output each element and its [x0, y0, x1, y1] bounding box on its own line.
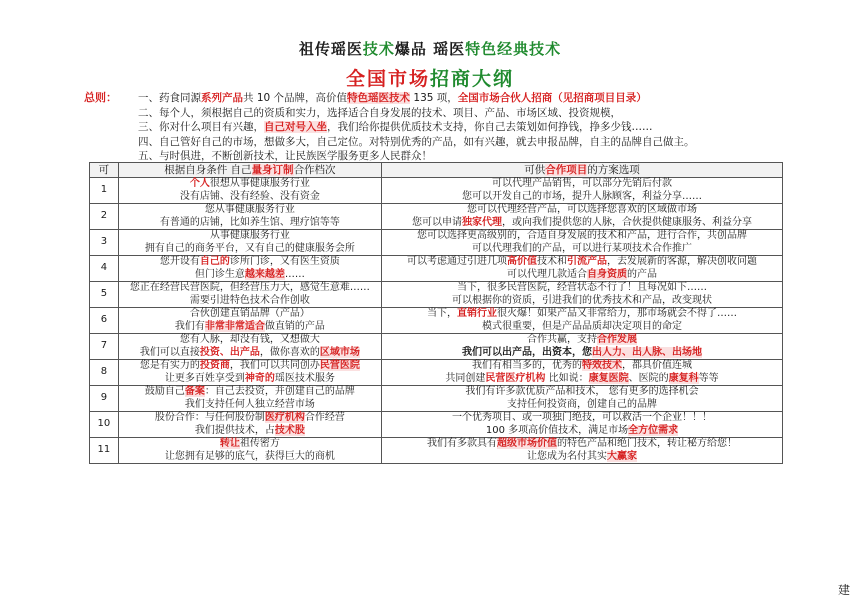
option-cell-line-segment: 等等	[698, 372, 719, 384]
option-cell-line-segment: 我们有多款具有	[426, 438, 497, 449]
option-cell-line	[384, 321, 780, 334]
condition-cell-line-segment: 鼓励自己	[144, 386, 185, 397]
option-cell-line-segment: 可以代理我们的产品，可以进行某项技术合作推广	[471, 242, 692, 254]
header-segment: 可	[98, 163, 110, 176]
option-cell-line-segment: 可以代理产品销售，可以部分先销后付款	[491, 178, 672, 189]
row-number: 10	[90, 412, 119, 438]
principle-line	[138, 91, 788, 106]
option-cell-line-segment: 比如说：	[545, 372, 589, 384]
condition-cell-line-segment: 转让	[219, 438, 240, 449]
principle-line-segment: 系列产品	[201, 92, 243, 104]
option-cell-line	[384, 204, 780, 217]
principle-line-segment: 四、自己管好自己的市场，想做多大，自己定位。对特别优秀的产品，如有兴趣，就去申报品牌，自主的品牌自己做主。	[138, 135, 695, 148]
condition-cell-line	[121, 360, 379, 373]
option-cell-line	[384, 256, 780, 269]
option-cell-line	[384, 347, 780, 360]
principle-line-segment: ，我们给你提供优质技术支持，你自己去策划如何挣钱，挣多少钱……	[327, 121, 653, 133]
option-cell-line-segment: 您可以代理经营产品，可以选择您喜欢的区域做市场	[466, 204, 697, 215]
condition-cell	[118, 360, 381, 386]
condition-cell-line-segment: ，我们可以共同创办	[229, 360, 320, 371]
cooperation-table	[89, 162, 783, 464]
condition-cell-line	[121, 243, 379, 256]
condition-cell-line	[121, 334, 379, 347]
option-cell-line	[384, 360, 780, 373]
condition-cell-line	[121, 217, 379, 230]
option-cell-line-segment: 直销行业	[456, 308, 497, 319]
option-cell-line-segment: 特效技术	[581, 360, 622, 371]
table-header-cell	[381, 163, 782, 178]
condition-cell-line	[121, 178, 379, 191]
option-cell-line-segment: 您可以选择更高级别的，合适自身发展的技术和产品，进行合作，共创品牌	[416, 230, 747, 241]
condition-cell-line-segment: 诊所门诊，又有医生资质	[229, 256, 340, 267]
option-cell-line-segment: 引流产品	[566, 256, 607, 267]
principle-line-segment: 特色瑶医技术	[347, 92, 411, 104]
subtitle-segment: 全国市场	[345, 68, 430, 90]
condition-cell-line	[121, 230, 379, 243]
option-cell	[381, 308, 782, 334]
condition-cell-line	[121, 191, 379, 204]
table-row	[90, 282, 783, 308]
row-number: 2	[90, 204, 119, 230]
condition-cell-line-segment: 瑶医技术服务	[274, 372, 335, 384]
title-segment: 爆品	[394, 40, 434, 58]
table-body	[90, 178, 783, 464]
condition-cell-line-segment: 您有人脉，却没有钱，又想做大	[179, 334, 320, 345]
table-row	[90, 412, 783, 438]
option-cell-line-segment: 技术和	[536, 256, 567, 267]
condition-cell-line-segment: 自己的	[199, 256, 230, 267]
option-cell-line-segment: 一个优秀项目、或一项独门绝技，可以救活一个企业！！！	[451, 412, 712, 423]
condition-cell	[118, 386, 381, 412]
condition-cell-line	[121, 282, 379, 295]
option-cell-line-segment: 我们可以出产品，出资本，您	[461, 346, 592, 358]
subtitle-segment: 招商大纲	[430, 68, 515, 90]
option-cell	[381, 360, 782, 386]
option-cell-line-segment: 康复医院	[588, 372, 629, 384]
header-segment: 合作档次	[293, 163, 336, 176]
option-cell	[381, 178, 782, 204]
condition-cell-line-segment: 合伙创建直销品牌（产品）	[189, 308, 310, 319]
condition-cell	[118, 282, 381, 308]
condition-cell-line-segment: 医疗机构	[264, 412, 305, 423]
table-row	[90, 256, 783, 282]
condition-cell-line	[121, 347, 379, 360]
option-cell	[381, 282, 782, 308]
condition-cell-line	[121, 308, 379, 321]
header-segment: 合作项目	[545, 163, 588, 176]
option-cell-line-segment: 高价值	[506, 256, 537, 267]
option-cell-line	[384, 178, 780, 191]
option-cell-line-segment: 模式很重要，但是产品品质却决定项目的命定	[481, 320, 682, 332]
row-number: 1	[90, 178, 119, 204]
condition-cell-line-segment: 有普通的店铺，比如养生馆、理疗馆等等	[159, 216, 340, 228]
table-header-cell	[90, 163, 119, 178]
option-cell-line-segment: ，或向我们提供您的人脉，合伙提供健康服务、利益分享	[501, 216, 752, 228]
condition-cell-line-segment: ……	[284, 268, 305, 280]
option-cell-line-segment: 很火爆！如果产品又非常给力，那市场就会不得了……	[496, 308, 737, 319]
option-cell-line	[384, 269, 780, 282]
page-title	[0, 38, 860, 59]
option-cell-line	[384, 191, 780, 204]
row-number: 6	[90, 308, 119, 334]
condition-cell-line-segment: 民营医院	[319, 360, 360, 371]
option-cell-line-segment: 让您成为名付其实	[526, 450, 607, 462]
corner-text: 建	[837, 583, 850, 597]
principle-line-segment: （见招商项目目录）	[552, 92, 647, 104]
condition-cell-line-segment: 备案	[184, 386, 205, 397]
condition-cell-line-segment: 没有店铺、没有经验、没有资金	[179, 190, 320, 202]
option-cell-line-segment: 您可以开发自己的市场，提升人脉顾客，利益分享……	[461, 190, 702, 202]
condition-cell-line-segment: 非常非常适合	[204, 320, 265, 332]
option-cell-line-segment: 可以考虑通过引进几项	[406, 256, 507, 267]
principle-line-segment: 一、药食同源	[138, 92, 201, 104]
condition-cell-line-segment: 很想从事健康服务行业	[209, 178, 310, 189]
option-cell-line-segment: 的特色产品和绝门技术，转让秘方给您！	[556, 438, 737, 449]
condition-cell-line-segment: 让您拥有足够的底气，获得巨大的商机	[164, 450, 335, 462]
row-number: 5	[90, 282, 119, 308]
condition-cell-line	[121, 321, 379, 334]
row-number: 4	[90, 256, 119, 282]
general-principles	[84, 91, 788, 164]
condition-cell-line	[121, 295, 379, 308]
option-cell-line-segment: 共同创建	[445, 372, 486, 384]
option-cell-line-segment: ，去发展新的客源，解决创收问题	[606, 256, 757, 267]
header-segment: 可供	[524, 163, 546, 176]
option-cell-line-segment: 当下，	[426, 308, 457, 319]
option-cell-line-segment: 合作发展	[596, 334, 637, 345]
condition-cell-line-segment: 需要引进特色技术合作创收	[189, 294, 310, 306]
option-cell-line	[384, 373, 780, 386]
condition-cell-line	[121, 386, 379, 399]
option-cell-line	[384, 399, 780, 412]
option-cell-line-segment: 支持任何投资商，创建自己的品牌	[506, 398, 657, 410]
condition-cell	[118, 438, 381, 464]
row-number: 3	[90, 230, 119, 256]
condition-cell-line-segment: 您从事健康服务行业	[204, 204, 295, 215]
page-subtitle	[0, 64, 860, 91]
option-cell-line	[384, 295, 780, 308]
table-row	[90, 308, 783, 334]
condition-cell-line	[121, 399, 379, 412]
option-cell	[381, 334, 782, 360]
option-cell-line-segment: 出人力、出人脉、出场地	[591, 346, 702, 358]
table-row	[90, 178, 783, 204]
condition-cell-line-segment: 个人	[189, 178, 210, 189]
option-cell-line	[384, 438, 780, 451]
option-cell-line-segment: 您可以申请	[411, 216, 462, 228]
condition-cell-line-segment: 区域市场	[319, 346, 360, 358]
table-header-cell	[118, 163, 381, 178]
condition-cell-line	[121, 451, 379, 464]
table-header-row	[90, 163, 783, 178]
principles-label: 总则：	[84, 91, 117, 104]
condition-cell-line-segment: ：自己去投资，并创建自己的品牌	[204, 386, 355, 397]
principle-line	[138, 106, 788, 121]
principle-line-segment: 二、每个人，须根据自己的资质和实力，选择适合自身发展的技术、项目、产品、市场区域、投资规模，	[138, 106, 621, 119]
option-cell-line-segment: 100 多项高价值技术，满足市场	[485, 424, 629, 436]
option-cell-line-segment: 独家代理	[461, 216, 502, 228]
option-cell-line-segment: 的产品	[626, 268, 657, 280]
option-cell	[381, 230, 782, 256]
row-number: 11	[90, 438, 119, 464]
principle-line-segment: 135 项，	[410, 92, 458, 104]
principle-line-segment: 三、你对什么项目有兴趣，	[138, 121, 264, 133]
condition-cell	[118, 308, 381, 334]
row-number: 7	[90, 334, 119, 360]
condition-cell-line-segment: 越来越差	[244, 268, 285, 280]
option-cell-line-segment: ，都具价值连城	[621, 360, 692, 371]
condition-cell-line-segment: 从事健康服务行业	[209, 230, 290, 241]
table-row	[90, 386, 783, 412]
option-cell-line-segment: 自身资质	[586, 268, 627, 280]
condition-cell-line-segment: 投资、出产品	[199, 346, 260, 358]
condition-cell-line	[121, 373, 379, 386]
condition-cell-line-segment: ，做你喜欢的	[259, 346, 320, 358]
condition-cell-line	[121, 425, 379, 438]
condition-cell-line	[121, 256, 379, 269]
condition-cell	[118, 178, 381, 204]
condition-cell-line-segment: 合作经营	[304, 412, 345, 423]
condition-cell-line-segment: 但门诊生意	[194, 268, 245, 280]
table-row	[90, 438, 783, 464]
option-cell	[381, 412, 782, 438]
option-cell-line-segment: 大赢家	[606, 450, 637, 462]
principle-line-segment: 五、与时俱进，不断创新技术，让民族医学服务更多人民群众！	[138, 150, 432, 162]
option-cell-line-segment: 当下，很多民营医院，经营状态不行了！且每况如下……	[456, 282, 707, 293]
option-cell-line-segment: 、医院的	[628, 372, 669, 384]
option-cell-line	[384, 386, 780, 399]
title-segment: 技术	[362, 40, 395, 58]
condition-cell-line	[121, 438, 379, 451]
option-cell-line-segment: 我们有相当多的，优秀的	[471, 360, 582, 371]
condition-cell-line-segment: 祖传密方	[239, 438, 280, 449]
option-cell-line	[384, 308, 780, 321]
condition-cell	[118, 412, 381, 438]
option-cell	[381, 386, 782, 412]
principle-line	[138, 135, 788, 150]
option-cell	[381, 256, 782, 282]
option-cell-line-segment: 合作共赢，支持	[526, 334, 597, 345]
principle-line	[138, 120, 788, 135]
principle-line-segment: 全国市场合伙人招商	[457, 92, 553, 104]
table-row	[90, 360, 783, 386]
option-cell-line	[384, 230, 780, 243]
condition-cell-line-segment: 神奇的	[244, 372, 275, 384]
condition-cell-line-segment: 股份合作：与任何股份制	[154, 412, 265, 423]
title-segment: 瑶医	[330, 40, 363, 58]
option-cell-line-segment: 超级市场价值	[496, 438, 557, 449]
title-segment: 祖传	[298, 40, 331, 58]
header-segment: 根据自身条件 自己	[164, 163, 252, 176]
option-cell-line-segment: 民营医疗机构	[485, 372, 546, 384]
condition-cell-line-segment: 我们可以直接	[139, 346, 200, 358]
header-segment: 的方案选项	[587, 163, 640, 176]
option-cell	[381, 204, 782, 230]
condition-cell-line-segment: 我们支持任何人独立经营市场	[184, 398, 315, 410]
option-cell-line	[384, 412, 780, 425]
principles-lines	[138, 91, 788, 164]
header-segment: 量身订制	[251, 163, 294, 176]
option-cell-line	[384, 451, 780, 464]
option-cell-line-segment: 可以根据你的资质，引进我们的优秀技术和产品，改变现状	[451, 294, 712, 306]
principle-line-segment: 自己对号入坐	[264, 121, 327, 133]
option-cell-line-segment: 全方位需求	[628, 424, 679, 436]
condition-cell	[118, 204, 381, 230]
condition-cell-line-segment: 您正在经营民营医院，但经营压力大，感觉生意难……	[129, 282, 370, 293]
condition-cell	[118, 334, 381, 360]
condition-cell	[118, 256, 381, 282]
condition-cell-line-segment: 投资商	[199, 360, 230, 371]
condition-cell-line-segment: 做直销的产品	[264, 320, 325, 332]
condition-cell-line-segment: 您开设有	[159, 256, 200, 267]
row-number: 8	[90, 360, 119, 386]
condition-cell-line	[121, 204, 379, 217]
table-row	[90, 334, 783, 360]
condition-cell	[118, 230, 381, 256]
option-cell-line-segment: 我们有许多款优质产品和技术， 您有更多的选择机会	[465, 386, 699, 397]
option-cell-line	[384, 243, 780, 256]
option-cell	[381, 438, 782, 464]
title-segment: 特色经典技术	[465, 40, 562, 58]
condition-cell-line	[121, 412, 379, 425]
row-number: 9	[90, 386, 119, 412]
condition-cell-line-segment: 拥有自己的商务平台，又有自己的健康服务会所	[144, 242, 355, 254]
condition-cell-line-segment: 您是有实力的	[139, 360, 200, 371]
principle-line-segment: 共 10 个品牌，高价值	[243, 92, 348, 104]
title-segment: 瑶医	[433, 40, 466, 58]
condition-cell-line-segment: 技术股	[274, 424, 305, 436]
table-row	[90, 230, 783, 256]
option-cell-line	[384, 282, 780, 295]
table-row	[90, 204, 783, 230]
condition-cell-line-segment: 我们有	[174, 320, 205, 332]
condition-cell-line-segment: 让更多百姓享受到	[164, 372, 245, 384]
condition-cell-line	[121, 269, 379, 282]
option-cell-line-segment: 康复科	[668, 372, 699, 384]
option-cell-line	[384, 334, 780, 347]
option-cell-line-segment: 可以代理几款适合	[506, 268, 587, 280]
option-cell-line	[384, 217, 780, 230]
condition-cell-line-segment: 我们提供技术，占	[194, 424, 275, 436]
option-cell-line	[384, 425, 780, 438]
